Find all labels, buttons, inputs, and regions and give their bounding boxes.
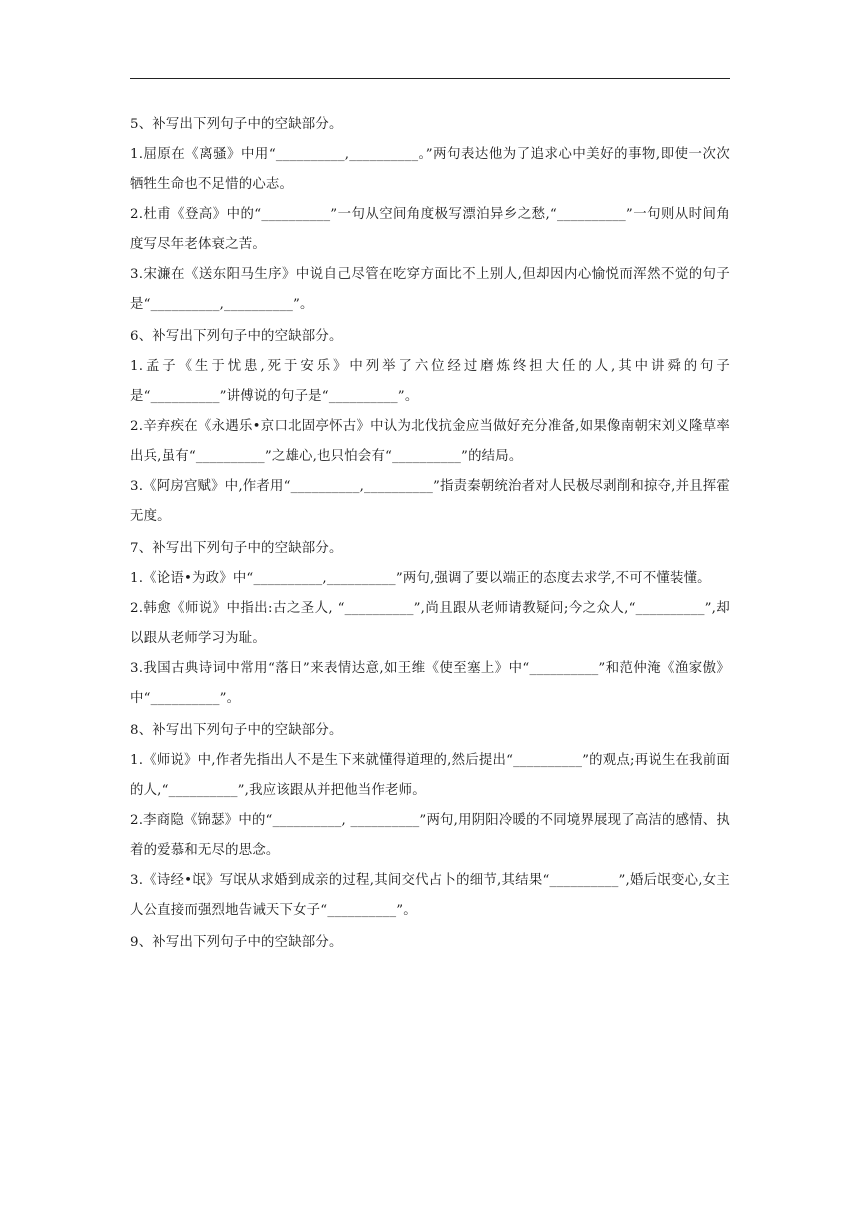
- question-item: 1.孟子《生于忧患,死于安乐》中列举了六位经过磨炼终担大任的人,其中讲舜的句子是“__________”讲傅说的句子是“__________”。: [130, 359, 730, 404]
- question-item: 2.李商隐《锦瑟》中的“__________, __________”两句,用阴阳冷暖的不同境界展现了高洁的感情、执着的爱慕和无尽的思念。: [130, 813, 730, 858]
- question-item: 3.《阿房宫赋》中,作者用“__________,__________”指责秦朝统治者对人民极尽剥削和掠夺,并且挥霍无度。: [130, 479, 730, 524]
- question-item: 2.杜甫《登高》中的“__________”一句从空间角度极写漂泊异乡之愁,“__________”一句则从时间角度写尽年老体衰之苦。: [130, 207, 730, 252]
- section-heading: 8、补写出下列句子中的空缺部分。: [130, 723, 343, 738]
- section-heading: 5、补写出下列句子中的空缺部分。: [130, 117, 343, 132]
- header-rule: [130, 78, 730, 79]
- question-item: 1.《师说》中,作者先指出人不是生下来就懂得道理的,然后提出“__________”的观点;再说生在我前面的人,“__________”,我应该跟从并把他当作老师。: [130, 753, 730, 798]
- question-item: 3.宋濂在《送东阳马生序》中说自己尽管在吃穿方面比不上别人,但却因内心愉悦而浑然不觉的句子是“__________,__________”。: [130, 267, 730, 312]
- question-item: 2.辛弃疾在《永遇乐•京口北固亭怀古》中认为北伐抗金应当做好充分准备,如果像南朝宋刘义隆草率出兵,虽有“__________”之雄心,也只怕会有“__________”的结局。: [130, 419, 730, 464]
- section-heading: 7、补写出下列句子中的空缺部分。: [130, 541, 343, 556]
- section-heading: 9、补写出下列句子中的空缺部分。: [130, 935, 343, 950]
- document-body: [130, 108, 730, 958]
- question-item: 1.屈原在《离骚》中用“__________,__________。”两句表达他为了追求心中美好的事物,即使一次次牺牲生命也不足惜的心志。: [130, 147, 730, 192]
- question-item: 1.《论语•为政》中“__________,__________”两句,强调了要以端正的态度去求学,不可不懂装懂。: [130, 571, 711, 586]
- question-item: 2.韩愈《师说》中指出:古之圣人, “__________”,尚且跟从老师请教疑问;今之众人,“__________”,却以跟从老师学习为耻。: [130, 601, 730, 646]
- question-item: 3.我国古典诗词中常用“落日”来表情达意,如王维《使至塞上》中“__________”和范仲淹《渔家傲》中“__________”。: [130, 661, 730, 706]
- section-heading: 6、补写出下列句子中的空缺部分。: [130, 329, 343, 344]
- question-item: 3.《诗经•氓》写氓从求婚到成亲的过程,其间交代占卜的细节,其结果“__________”,婚后氓变心,女主人公直接而强烈地告诫天下女子“__________”。: [130, 873, 730, 918]
